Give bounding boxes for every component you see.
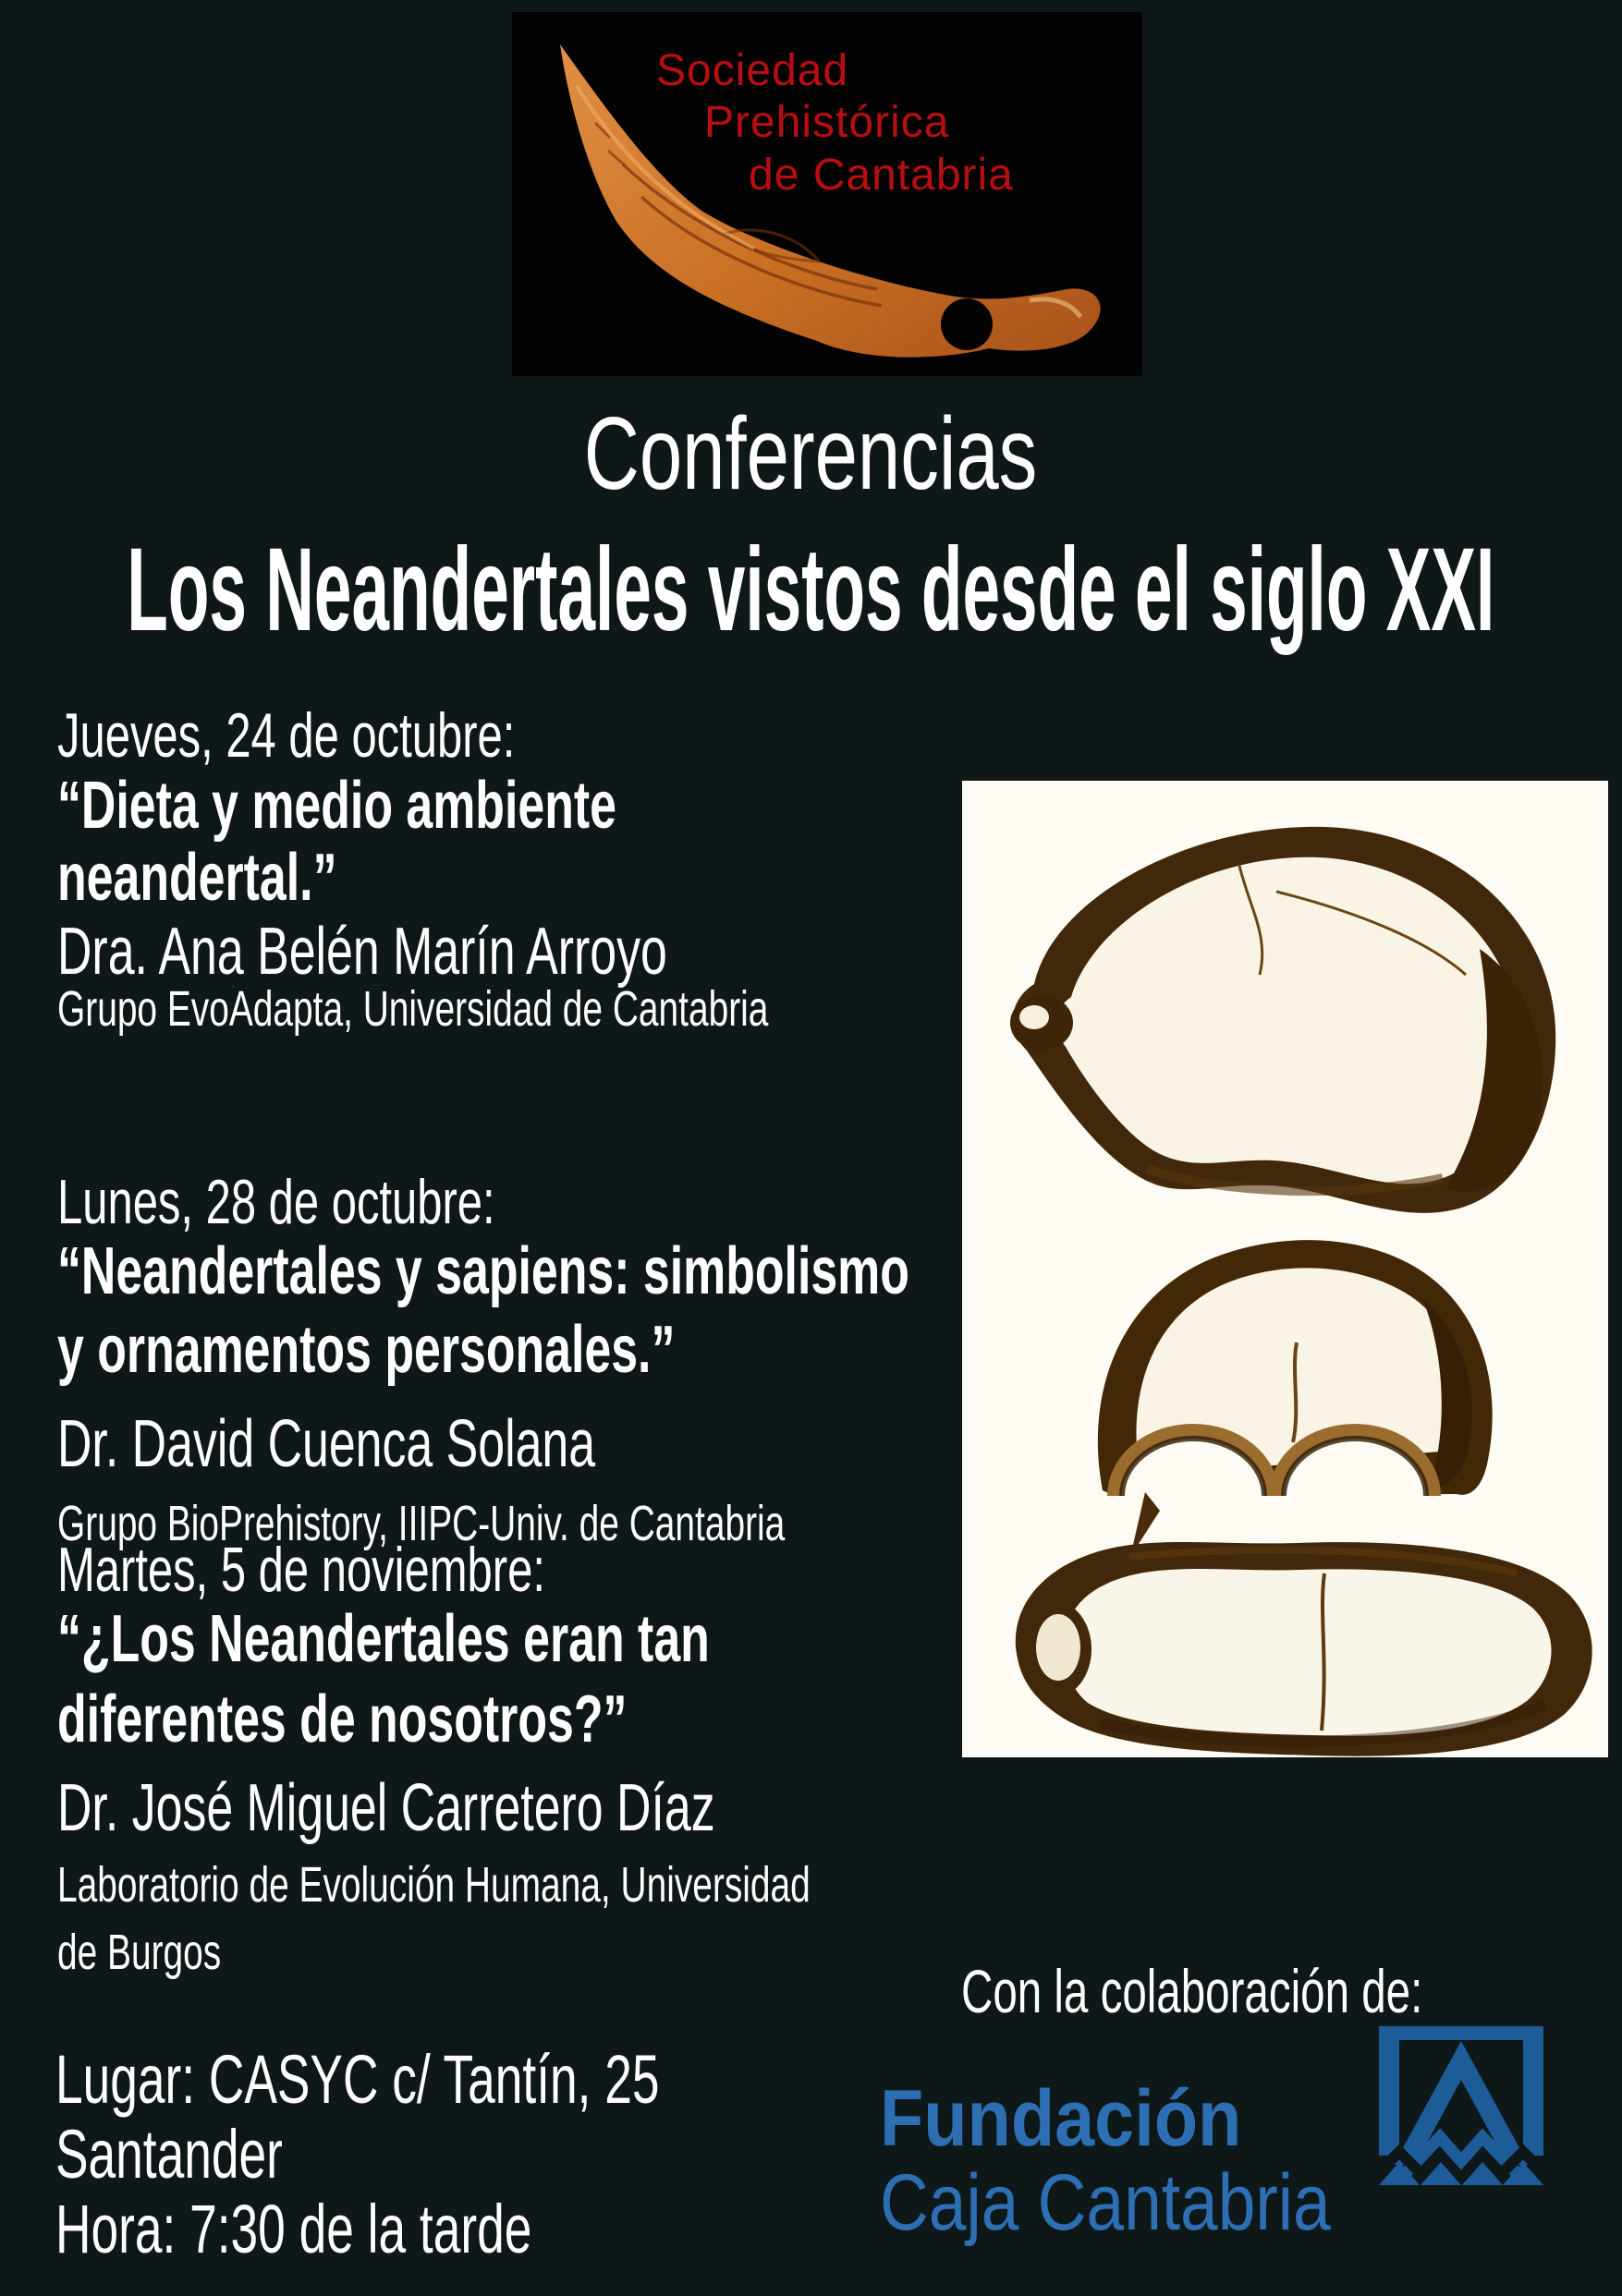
event-1-speaker: Dra. Ana Belén Marín Arroyo xyxy=(57,915,667,989)
event-3-speaker: Dr. José Miguel Carretero Díaz xyxy=(57,1771,715,1845)
venue-line-place: Lugar: CASYC c/ Tantín, 25 xyxy=(55,2041,660,2118)
frontal-bone-brow-ridges xyxy=(1098,1240,1493,1557)
sponsor-name-line-1: Fundación xyxy=(880,2074,1242,2163)
skullcap-side-view xyxy=(1010,827,1555,1213)
event-2-talk-line-1: “Neandertales y sapiens: simbolismo xyxy=(57,1234,909,1308)
event-2-date: Lunes, 28 de octubre: xyxy=(57,1167,495,1237)
event-1-affiliation: Grupo EvoAdapta, Universidad de Cantabria xyxy=(57,981,769,1037)
venue-line-city: Santander xyxy=(55,2116,283,2193)
event-1-date: Jueves, 24 de octubre: xyxy=(57,700,516,771)
event-2-talk-line-2: y ornamentos personales.” xyxy=(57,1313,676,1387)
event-3-talk-line-1: “¿Los Neandertales eran tan xyxy=(57,1602,710,1676)
event-3-affiliation-line-1: Laboratorio de Evolución Humana, Universidad xyxy=(57,1857,811,1913)
caja-cantabria-logo xyxy=(1379,2026,1543,2185)
society-name-line-3: de Cantabria xyxy=(749,151,1014,200)
skull-engravings-image xyxy=(962,781,1608,1757)
collaboration-label: Con la colaboración de: xyxy=(961,1957,1423,2025)
event-2-speaker: Dr. David Cuenca Solana xyxy=(57,1407,596,1481)
society-logo-box xyxy=(512,12,1142,376)
society-name-line-2: Prehistórica xyxy=(704,98,950,147)
venue-line-time: Hora: 7:30 de la tarde xyxy=(55,2191,532,2267)
venue-info xyxy=(55,2042,660,2266)
conferences-kicker: Conferencias xyxy=(584,396,1038,511)
event-3-date: Martes, 5 de noviembre: xyxy=(57,1535,545,1605)
society-name-line-1: Sociedad xyxy=(656,46,849,95)
kicker-row xyxy=(0,396,1622,511)
skullcap-top-view xyxy=(1016,1542,1592,1756)
poster-main-title: Los Neandertales vistos desde el siglo XXI xyxy=(127,524,1495,656)
title-row xyxy=(0,524,1622,656)
event-block-3 xyxy=(57,1536,811,1986)
sponsor-name-line-2: Caja Cantabria xyxy=(880,2158,1331,2247)
event-2-affiliation: Grupo BioPrehistory, IIIPC-Univ. de Cantabria xyxy=(57,1496,786,1551)
skull-engravings-panel xyxy=(962,781,1608,1757)
event-1-talk-line-1: “Dieta y medio ambiente xyxy=(57,769,616,843)
event-block-1 xyxy=(57,700,768,1037)
event-1-talk-line-2: neandertal.” xyxy=(57,841,337,915)
event-block-2 xyxy=(57,1168,909,1551)
event-3-affiliation-line-2: de Burgos xyxy=(57,1925,222,1980)
artifact-hole xyxy=(941,298,993,350)
event-3-talk-line-2: diferentes de nosotros?” xyxy=(57,1683,628,1756)
